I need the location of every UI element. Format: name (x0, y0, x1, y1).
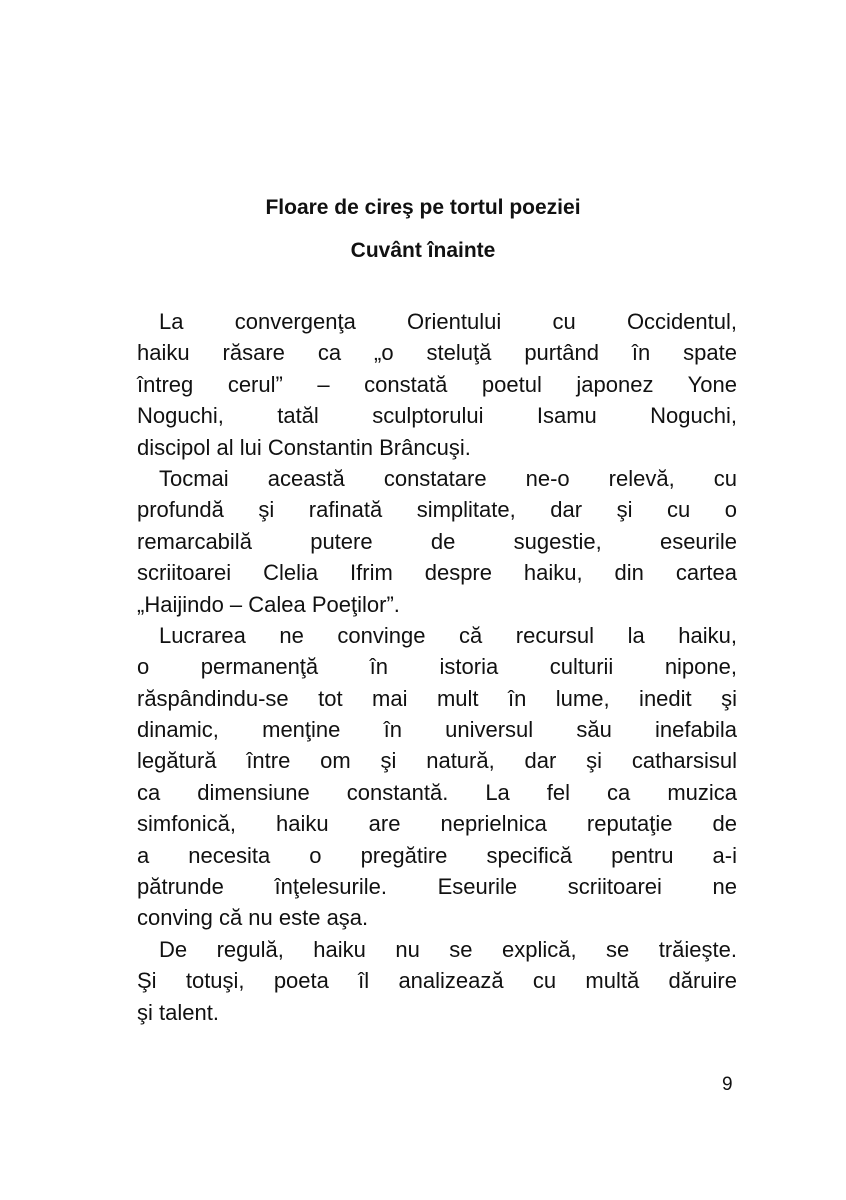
text-line: şi talent. (137, 999, 219, 1025)
text-line: De regulă, haiku nu se explică, se trăieşte. (159, 936, 737, 962)
page-title: Floare de cireş pe tortul poeziei (265, 196, 581, 219)
text-line: remarcabilă putere de sugestie, eseurile (137, 528, 737, 554)
text-line: simfonică, haiku are neprielnica reputaţie de (137, 811, 737, 837)
text-line: profundă şi rafinată simplitate, dar şi cu o (137, 497, 737, 523)
text-line: „Haijindo – Calea Poeţilor”. (137, 591, 400, 617)
paragraph (137, 463, 737, 620)
paragraph (137, 620, 737, 934)
text-line: dinamic, menţine în universul său inefabila (137, 717, 737, 743)
text-line: ca dimensiune constantă. La fel ca muzica (137, 779, 737, 805)
text-line: La convergenţa Orientului cu Occidentul, (159, 309, 737, 334)
text-line: Tocmai această constatare ne-o relevă, cu (159, 465, 737, 491)
section-subtitle: Cuvânt înainte (350, 239, 496, 262)
body-text (137, 306, 737, 1028)
text-line: Şi totuşi, poeta îl analizează cu multă dăruire (137, 968, 737, 994)
text-line: conving că nu este aşa. (137, 905, 369, 931)
text-line: o permanenţă în istoria culturii nipone, (137, 654, 737, 680)
text-line: discipol al lui Constantin Brâncuşi. (137, 434, 471, 460)
page-number: 9 (722, 1074, 733, 1095)
text-line: răspândindu-se tot mai mult în lume, inedit şi (137, 685, 737, 711)
text-line: haiku răsare ca „o steluţă purtând în spate (137, 340, 737, 366)
paragraph (137, 306, 737, 463)
text-line: Noguchi, tatăl sculptorului Isamu Noguchi, (137, 403, 737, 429)
text-line: pătrunde înţelesurile. Eseurile scriitoarei ne (137, 874, 737, 900)
paragraph (137, 934, 737, 1028)
text-line: scriitoarei Clelia Ifrim despre haiku, din cartea (137, 560, 737, 586)
text-line: legătură între om şi natură, dar şi catharsisul (137, 748, 737, 774)
text-line: Lucrarea ne convinge că recursul la haiku, (159, 622, 737, 648)
text-line: a necesita o pregătire specifică pentru a-i (137, 842, 737, 868)
text-line: întreg cerul” – constată poetul japonez Yone (137, 371, 737, 397)
